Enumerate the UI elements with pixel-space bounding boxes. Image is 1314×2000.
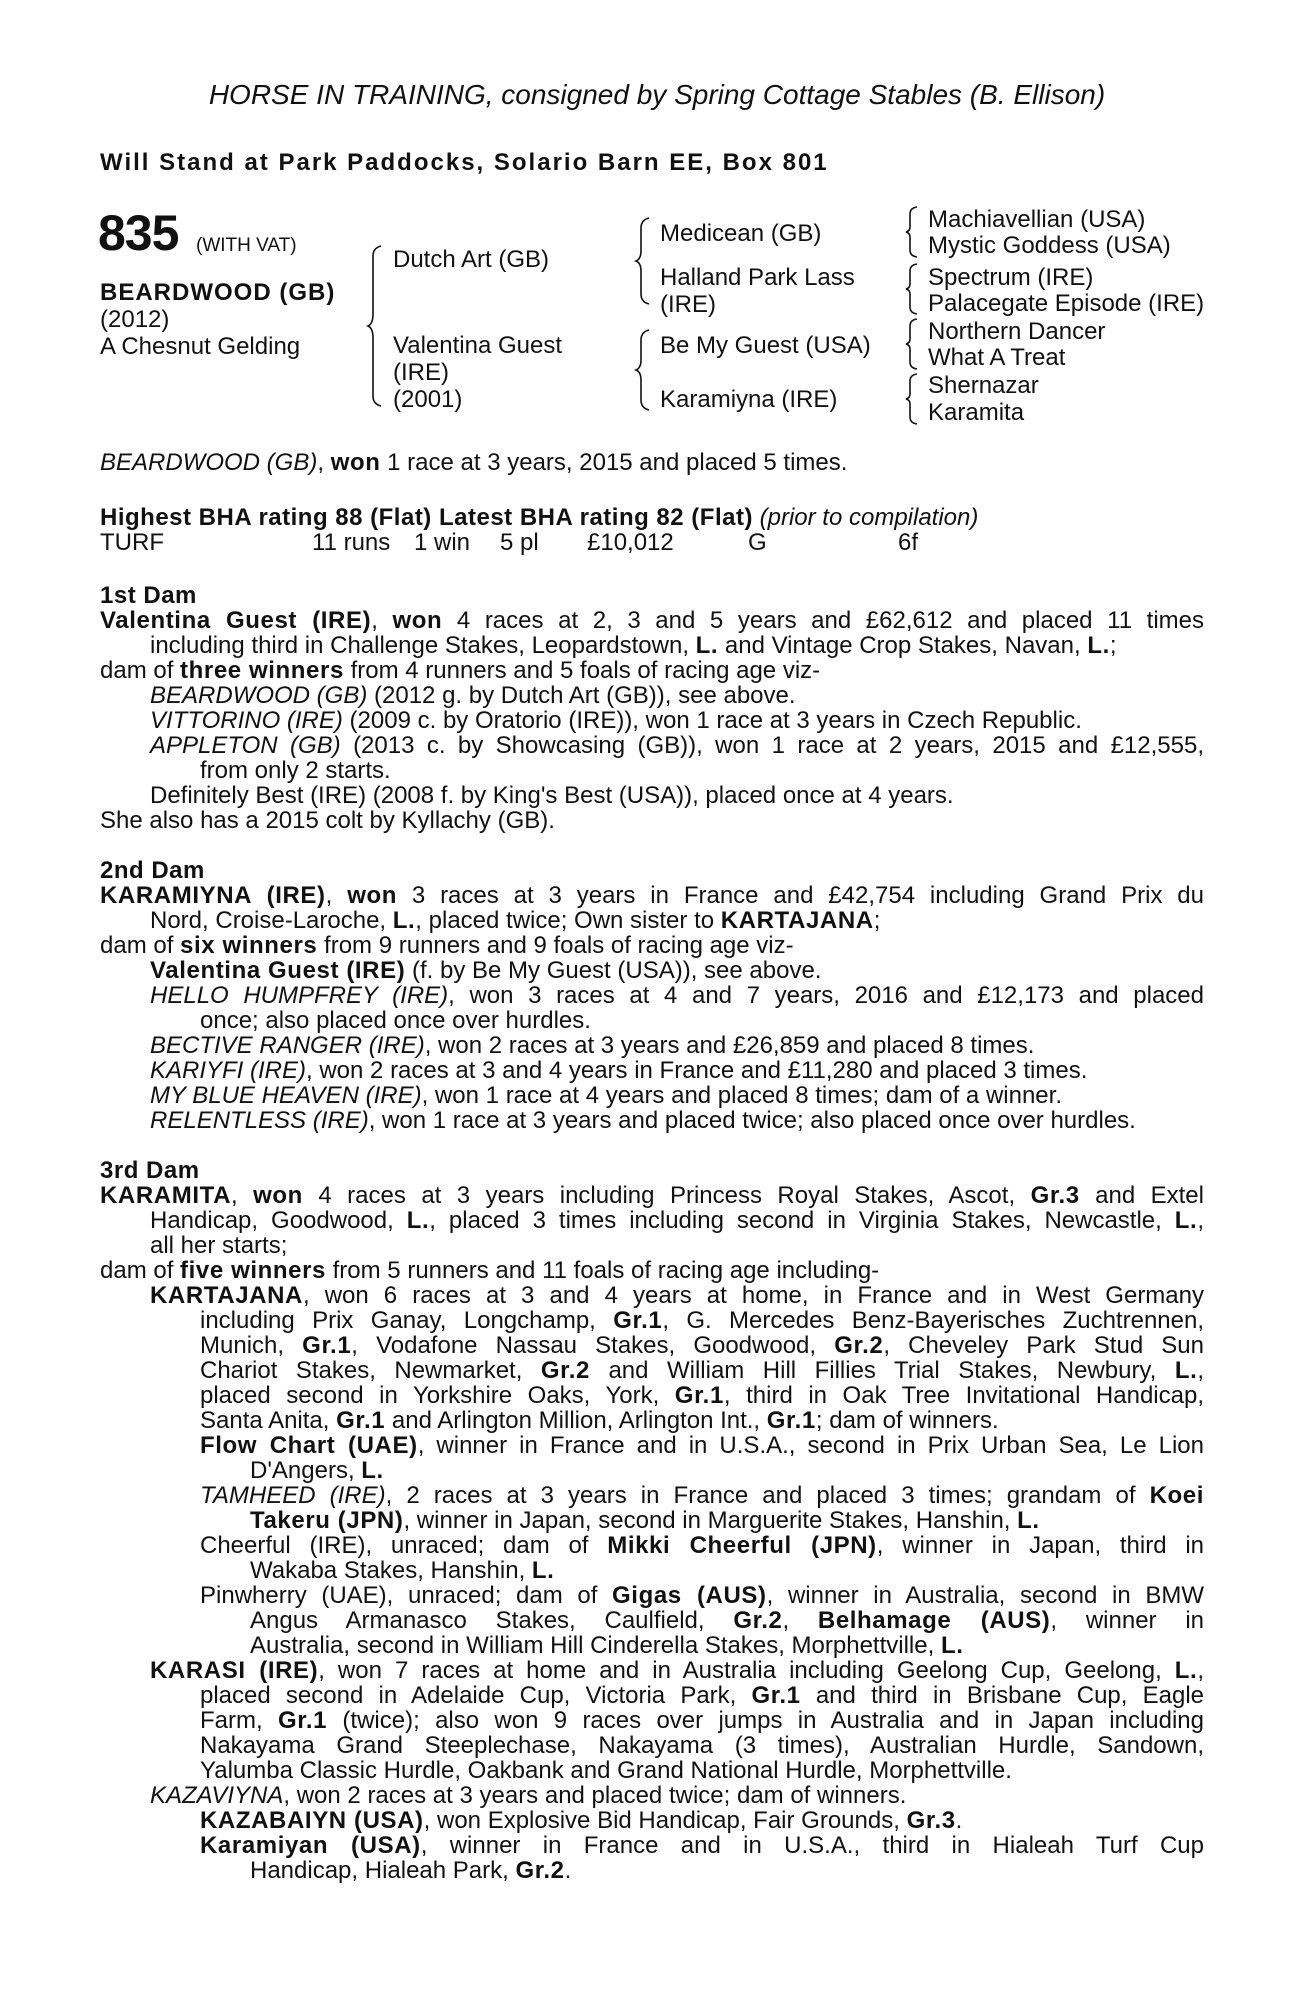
karasi-line-5: Yalumba Classic Hurdle, Oakbank and Grand National Hurdle, Morphettville. [200,1757,1012,1784]
lot-vat: (WITH VAT) [196,235,297,256]
first-dam-heading: 1st Dam [100,582,197,609]
kartajana-line-5: placed second in Yorkshire Oaks, York, Gr.1, third in Oak Tree Invitational Handicap, [200,1382,1204,1409]
pedigree-bracket-g4 [906,374,918,424]
horse-year: (2012) [100,306,170,333]
turf-runs: 11 runs [312,529,391,556]
pedigree-bracket-dam [636,330,650,410]
lot-number: 835 [98,205,179,261]
kazabaiyn-line: KAZABAIYN (USA), won Explosive Bid Handicap, Fair Grounds, Gr.3. [200,1807,963,1834]
pedigree-bracket-main [368,246,382,406]
kartajana-line-6: Santa Anita, Gr.1 and Arlington Million, Arlington Int., Gr.1; dam of winners. [200,1407,999,1434]
first-dam-produce-1: BEARDWOOD (GB) (2012 g. by Dutch Art (GB)), see above. [150,682,796,709]
kartajana-line-2: including Prix Ganay, Longchamp, Gr.1, G. Mercedes Benz-Bayerisches Zuchtrennen, [200,1307,1204,1334]
pedigree-bracket-g3 [906,319,918,369]
summary-horse-name: BEARDWOOD (GB) [100,449,318,476]
pedigree-bracket-sire [636,218,650,304]
second-dam-produce-5: MY BLUE HEAVEN (IRE), won 1 race at 4 years and placed 8 times; dam of a winner. [150,1082,1062,1109]
turf-record [0,530,1314,556]
tamheed-line-1: TAMHEED (IRE), 2 races at 3 years in France and placed 3 times; grandam of Koei [200,1482,1205,1509]
first-dam-produce-3: APPLETON (GB) (2013 c. by Showcasing (GB)), won 1 race at 2 years, 2015 and £12,555, [150,732,1204,759]
pedigree-dam-line1: Valentina Guest [393,332,562,359]
pedigree-ggp-5: Northern Dancer [928,318,1106,345]
karasi-line-4: Nakayama Grand Steeplechase, Nakayama (3 times), Australian Hurdle, Sandown, [200,1732,1204,1759]
second-dam-produce-summary: dam of six winners from 9 runners and 9 foals of racing age viz- [100,932,794,959]
first-dam-produce-3-cont: from only 2 starts. [200,757,391,784]
rating-text: Highest BHA rating 88 (Flat) Latest BHA rating 82 (Flat) [100,504,753,531]
second-dam-produce-2: HELLO HUMPFREY (IRE), won 3 races at 4 and 7 years, 2016 and £12,173 and placed [150,982,1204,1009]
third-dam-line-1: KARAMITA, won 4 races at 3 years including Princess Royal Stakes, Ascot, Gr.3 and Extel [100,1182,1204,1209]
pinwherry-line-1: Pinwherry (UAE), unraced; dam of Gigas (AUS), winner in Australia, second in BMW [200,1582,1204,1609]
kazaviyna-line: KAZAVIYNA, won 2 races at 3 years and placed twice; dam of winners. [150,1782,907,1809]
first-dam-line-2: including third in Challenge Stakes, Leopardstown, L. and Vintage Crop Stakes, Navan, L.; [150,632,1117,659]
turf-wins: 1 win [414,529,471,556]
third-dam-produce-summary: dam of five winners from 5 runners and 11 foals of racing age including- [100,1257,880,1284]
first-dam-produce-2: VITTORINO (IRE) (2009 c. by Oratorio (IRE)), won 1 race at 3 years in Czech Republic. [150,707,1082,734]
pedigree-ggp-4: Palacegate Episode (IRE) [928,290,1205,317]
second-dam-produce-6: RELENTLESS (IRE), won 1 race at 3 years and placed twice; also placed once over hurdles. [150,1107,1136,1134]
pedigree-ggp-2: Mystic Goddess (USA) [928,232,1171,259]
turf-going: G [748,529,767,556]
page-header-title: HORSE IN TRAINING, consigned by Spring Cottage Stables (B. Ellison) [208,79,1106,110]
pinwherry-line-2: Angus Armanasco Stakes, Caulfield, Gr.2, Belhamage (AUS), winner in [250,1607,1204,1634]
pedigree-sire-dam-line1: Halland Park Lass [660,264,855,291]
karasi-line-3: Farm, Gr.1 (twice); also won 9 races over jumps in Australia and in Japan including [200,1707,1205,1734]
pedigree-ggp-1: Machiavellian (USA) [928,206,1146,233]
second-dam-produce-3: BECTIVE RANGER (IRE), won 2 races at 3 years and £26,859 and placed 8 times. [150,1032,1035,1059]
flow-chart-line-1: Flow Chart (UAE), winner in France and in U.S.A., second in Prix Urban Sea, Le Lion [200,1432,1204,1459]
second-dam-line-1: KARAMIYNA (IRE), won 3 races at 3 years in France and £42,754 including Grand Prix du [100,882,1205,909]
cheerful-line-2: Wakaba Stakes, Hanshin, L. [250,1557,555,1584]
kartajana-line-1: KARTAJANA, won 6 races at 3 and 4 years at home, in France and in West Germany [150,1282,1204,1309]
second-dam-produce-1: Valentina Guest (IRE) (f. by Be My Guest (USA)), see above. [150,957,822,984]
pedigree-dam-dam: Karamiyna (IRE) [660,386,838,413]
first-dam-produce-summary: dam of three winners from 4 runners and 5 foals of racing age viz- [100,657,821,684]
pedigree-dam-line2: (IRE) [393,359,449,386]
tamheed-line-2: Takeru (JPN), winner in Japan, second in Marguerite Stakes, Hanshin, L. [250,1507,1040,1534]
third-dam-heading: 3rd Dam [100,1157,200,1184]
pedigree-sire-dam-line2: (IRE) [660,291,716,318]
pedigree-ggp-8: Karamita [928,399,1025,426]
race-summary: BEARDWOOD (GB), won 1 race at 3 years, 2015 and placed 5 times. [100,449,848,476]
pedigree-dam-sire: Be My Guest (USA) [660,332,871,359]
flow-chart-line-2: D'Angers, L. [250,1457,384,1484]
turf-placed: 5 pl [500,529,539,556]
third-dam-line-2: Handicap, Goodwood, L., placed 3 times including second in Virginia Stakes, Newcastle, L., [150,1207,1204,1234]
second-dam-line-2: Nord, Croise-Laroche, L., placed twice; Own sister to KARTAJANA; [150,907,881,934]
pinwherry-line-3: Australia, second in William Hill Cinderella Stakes, Morphettville, L. [250,1632,964,1659]
karasi-line-2: placed second in Adelaide Cup, Victoria Park, Gr.1 and third in Brisbane Cup, Eagle [200,1682,1205,1709]
pedigree-sire: Dutch Art (GB) [393,246,550,273]
second-dam-produce-2-cont: once; also placed once over hurdles. [200,1007,591,1034]
second-dam-produce-4: KARIYFI (IRE), won 2 races at 3 and 4 years in France and £11,280 and placed 3 times. [150,1057,1088,1084]
pedigree-ggp-6: What A Treat [928,344,1066,371]
turf-distance: 6f [898,529,919,556]
third-dam-line-3: all her starts; [150,1232,288,1259]
cheerful-line-1: Cheerful (IRE), unraced; dam of Mikki Cheerful (JPN), winner in Japan, third in [200,1532,1204,1559]
pedigree-ggp-7: Shernazar [928,372,1039,399]
horse-name: BEARDWOOD (GB) [100,279,336,306]
horse-description: A Chesnut Gelding [100,333,301,360]
rating-line [100,505,978,531]
second-dam-heading: 2nd Dam [100,857,205,884]
pedigree-dam-line3: (2001) [393,386,463,413]
first-dam-produce-4: Definitely Best (IRE) (2008 f. by King's Best (USA)), placed once at 4 years. [150,782,954,809]
pedigree-bracket-g2 [906,264,918,314]
pedigree-bracket-g1 [906,207,918,257]
pedigree-ggp-3: Spectrum (IRE) [928,264,1094,291]
first-dam-line-1: Valentina Guest (IRE), won 4 races at 2, 3 and 5 years and £62,612 and placed 11 times [100,607,1204,634]
karamiyan-line-1: Karamiyan (USA), winner in France and in U.S.A., third in Hialeah Turf Cup [200,1832,1204,1859]
first-dam-also: She also has a 2015 colt by Kyllachy (GB). [100,807,555,834]
karasi-line-1: KARASI (IRE), won 7 races at home and in Australia including Geelong Cup, Geelong, L., [150,1657,1204,1684]
pedigree-sire-sire: Medicean (GB) [660,220,822,247]
turf-earnings: £10,012 [587,529,674,556]
stand-location: Will Stand at Park Paddocks, Solario Barn EE, Box 801 [100,149,829,176]
karamiyan-line-2: Handicap, Hialeah Park, Gr.2. [250,1857,572,1884]
kartajana-line-3: Munich, Gr.1, Vodafone Nassau Stakes, Goodwood, Gr.2, Cheveley Park Stud Sun [200,1332,1204,1359]
turf-surface: TURF [100,529,164,556]
rating-note: (prior to compilation) [759,504,979,531]
kartajana-line-4: Chariot Stakes, Newmarket, Gr.2 and William Hill Fillies Trial Stakes, Newbury, L., [200,1357,1205,1384]
